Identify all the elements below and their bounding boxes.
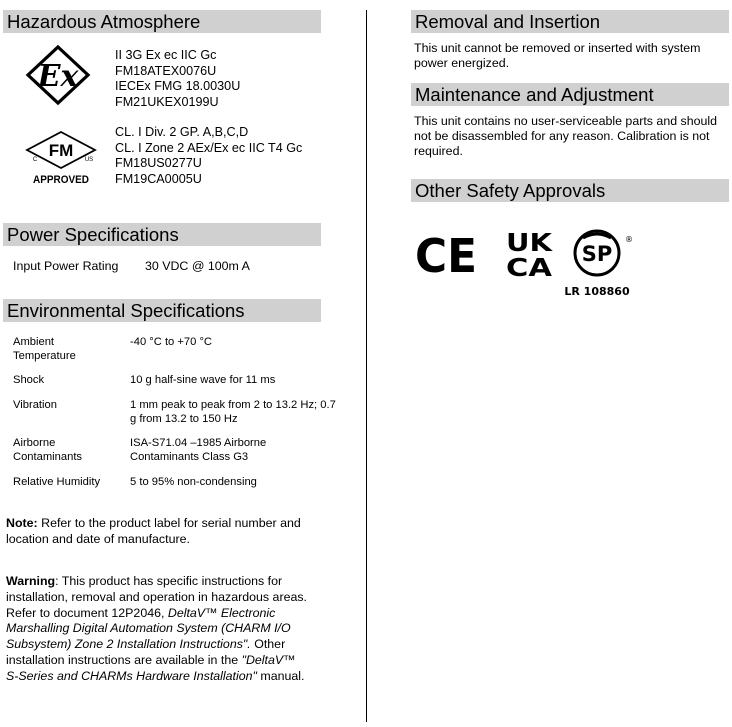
env-value: -40 °C to +70 °C	[130, 336, 213, 348]
removal-insertion-text: This unit cannot be removed or inserted with system power energized.	[414, 41, 701, 70]
fm-line: FM19CA0005U	[115, 171, 202, 186]
hazardous-atmosphere-heading: Hazardous Atmosphere	[3, 10, 321, 33]
warning-label: Warning	[6, 574, 56, 588]
right-column	[411, 10, 729, 298]
removal-insertion-heading: Removal and Insertion	[411, 10, 729, 33]
fm-approved-logo	[21, 128, 101, 188]
power-rating-value-row	[145, 259, 250, 273]
warning-text: manual.	[256, 668, 305, 683]
fm-logo-approved: APPROVED	[33, 174, 90, 186]
warning-doc-title: DeltaV™ Electronic Marshalling Digital Automation System (CHARM I/O Subsystem) Zone 2 Installation Instructions".	[6, 605, 291, 652]
fm-logo-text: FM	[48, 141, 74, 160]
env-label: Shock	[13, 374, 45, 386]
csa-mark-text: SP	[581, 242, 613, 266]
atex-cert-lines	[115, 48, 240, 110]
env-label: Airborne Contaminants	[13, 437, 83, 463]
ce-mark-icon	[415, 229, 477, 283]
atex-line: FM18ATEX0076U	[115, 63, 217, 78]
note-paragraph	[6, 516, 311, 548]
maintenance-adjustment-text: This unit contains no user-serviceable parts and should not be disassembled for any reason. Calibration is not required.	[414, 114, 718, 158]
atex-line: IECEx FMG 18.0030U	[115, 79, 241, 93]
fm-line: FM18US0277U	[115, 156, 202, 170]
svg-text:Ex: Ex	[37, 59, 79, 94]
power-rating-value: 30 VDC @ 100m A	[145, 259, 250, 273]
environmental-specifications-heading: Environmental Specifications	[3, 299, 321, 322]
power-rating-row	[13, 259, 118, 273]
power-specifications-heading: Power Specifications	[3, 223, 321, 246]
env-label: Relative Humidity	[13, 476, 101, 488]
note-label: Note:	[6, 516, 38, 530]
fm-cert-lines	[115, 125, 302, 187]
csa-mark-icon	[564, 231, 633, 298]
warning-manual-title: "DeltaV™ S-Series and CHARMs Hardware Installation"	[6, 652, 296, 683]
csa-registered-mark: ®	[625, 235, 633, 244]
fm-logo-us: US	[84, 157, 94, 163]
fm-line: CL. I Zone 2 AEx/Ex ec IIC T4 Gc	[115, 140, 303, 155]
env-value: ISA-S71.04 –1985 Airborne Contaminants Class G3	[130, 437, 267, 463]
env-value: 10 g half-sine wave for 11 ms	[130, 374, 276, 386]
note-text: Refer to the product label for serial number and location and date of manufacture.	[6, 516, 301, 546]
warning-text: Other installation instructions are available in the	[6, 637, 286, 667]
csa-number: LR 108860	[564, 285, 630, 298]
warning-text: : This product has specific instructions for installation, removal and operation in hazardous areas. Refer to document 12P2046,	[6, 574, 307, 620]
fm-line: CL. I Div. 2 GP. A,B,C,D	[115, 125, 249, 139]
warning-paragraph	[6, 574, 311, 685]
ce-mark-text: CE	[415, 229, 477, 283]
env-value: 5 to 95% non-condensing	[130, 476, 257, 488]
fm-logo-c: C	[32, 157, 38, 163]
other-safety-approvals-heading: Other Safety Approvals	[411, 179, 729, 202]
column-divider	[366, 10, 367, 722]
atex-line: FM21UKEX0199U	[115, 94, 219, 109]
env-label: Ambient Temperature	[13, 336, 76, 362]
env-label: Vibration	[13, 399, 57, 411]
approval-marks	[415, 228, 655, 308]
left-column	[3, 10, 336, 683]
ukca-top-text: UK	[506, 228, 554, 257]
ukca-bottom-text: CA	[506, 253, 553, 282]
power-rating-label: Input Power Rating	[13, 259, 119, 273]
env-value: 1 mm peak to peak from 2 to 13.2 Hz; 0.7 g from 13.2 to 150 Hz	[130, 399, 336, 425]
maintenance-adjustment-heading: Maintenance and Adjustment	[411, 83, 729, 106]
atex-line: II 3G Ex ec IIC Gc	[115, 48, 217, 62]
ukca-mark-icon	[506, 228, 554, 282]
ex-explosion-protection-icon	[25, 44, 91, 106]
